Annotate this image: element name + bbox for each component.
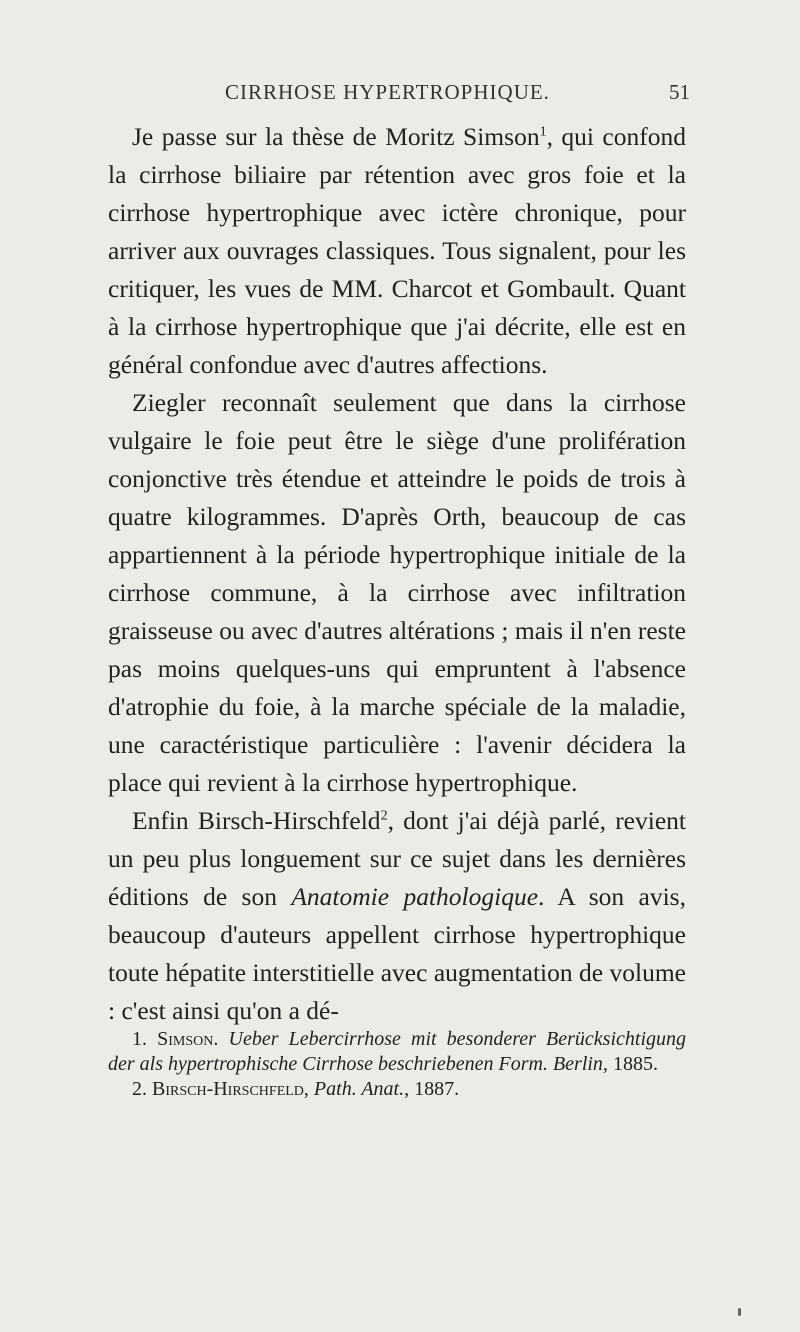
paragraph-1-start: Je passe sur la thèse de Moritz Simson — [132, 122, 540, 151]
paper-speck — [738, 1308, 741, 1316]
footnotes — [108, 1027, 686, 1102]
footnote-ref-1: 1 — [539, 124, 547, 140]
paragraph-1 — [108, 118, 686, 384]
footnote-2-year: 1887. — [414, 1078, 460, 1100]
footnote-ref-2: 2 — [380, 808, 388, 824]
paragraph-3-start: Enfin Birsch-Hirschfeld — [132, 806, 381, 835]
footnote-2 — [108, 1077, 686, 1102]
footnote-1-year: 1885. — [612, 1053, 658, 1075]
page-number: 51 — [669, 80, 690, 104]
footnote-1-number: 1. — [132, 1028, 147, 1050]
paragraph-2: Ziegler reconnaît seulement que dans la cirrhose vulgaire le foie peut être le siège d'une prolifération conjonctive très étendue et atteindre le poids de trois à quatre kilogrammes. D'après Orth, beaucoup de cas appartiennent à la période hypertrophique initiale de la cirrhose commune, à la cirrhose avec infiltration graisseuse ou avec d'autres altérations ; mais il n'en reste pas moins quelques-uns qui empruntent à l'absence d'atrophie du foie, à la marche spéciale de la maladie, une caractéristique particulière : l'avenir décidera la place qui revient à la cirrhose hypertrophique. — [108, 388, 686, 797]
footnote-1-title: Ueber Lebercirrhose mit besonderer Berücksichtigung der als hypertrophische Cirrhose beschriebenen Form. Berlin, — [108, 1028, 687, 1075]
body-text — [108, 118, 686, 1030]
footnote-2-author: Birsch-Hirschfeld, — [152, 1078, 309, 1100]
paragraph-3-middle: , dont j'ai déjà parlé, revient un peu plus longuement sur ce sujet dans les dernières éditions de son — [108, 806, 686, 911]
footnote-2-title: Path. Anat., — [313, 1078, 410, 1100]
paragraph-1-rest: , qui confond la cirrhose biliaire par rétention avec gros foie et la cirrhose hypertrophique avec ictère chronique, pour arriver aux ouvrages classiques. Tous signalent, pour les critiquer, les vues de MM. Charcot et Gombault. Quant à la cirrhose hypertrophique que j'ai décrite, elle est en général confondue avec d'autres affections. — [108, 122, 686, 379]
footnote-2-number: 2. — [132, 1078, 147, 1100]
page-header — [130, 80, 690, 112]
paragraph-3-end: . A son avis, beaucoup d'auteurs appellent cirrhose hypertrophique toute hépatite interstitielle avec augmentation de volume : c'est ainsi qu'on a dé- — [108, 882, 686, 1025]
footnote-1 — [108, 1027, 686, 1077]
paragraph-3 — [108, 802, 686, 1030]
book-title: Anatomie pathologique — [291, 882, 539, 911]
running-title: CIRRHOSE HYPERTROPHIQUE. — [225, 80, 550, 104]
footnote-1-author: Simson. — [157, 1028, 219, 1050]
